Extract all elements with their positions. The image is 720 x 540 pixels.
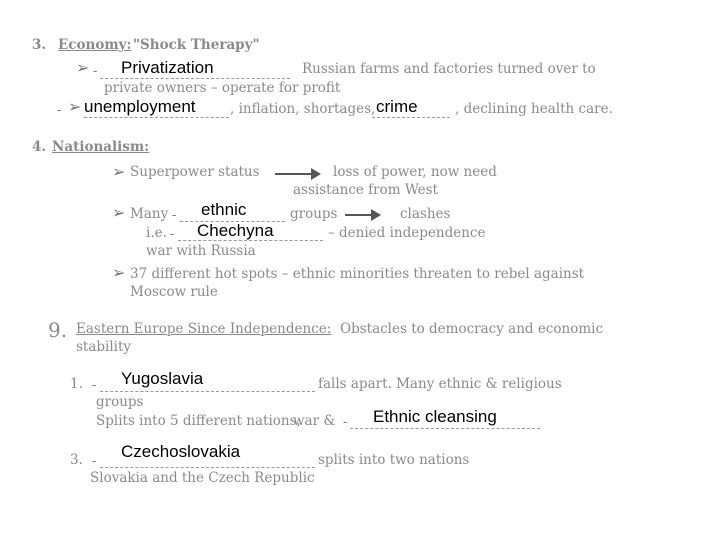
- nat-bullet-3-line-2: Moscow rule: [130, 284, 218, 300]
- ee-yugoslavia-war: war &: [293, 413, 336, 429]
- blank-line: [372, 117, 450, 118]
- arrow-bullet-icon: ➢: [76, 58, 90, 77]
- fill-ethnic: ethnic: [201, 200, 247, 219]
- ee-yugoslavia-groups: groups: [96, 394, 144, 410]
- section-3-subheading: "Shock Therapy": [133, 37, 260, 53]
- nat-bullet-2-groups: groups: [290, 206, 338, 222]
- dash-mark: -: [93, 63, 98, 78]
- fill-privatization: Privatization: [121, 58, 214, 77]
- nat-bullet-1-left: Superpower status: [130, 164, 260, 180]
- ee-yugoslavia-right: falls apart. Many ethnic & religious: [318, 376, 562, 392]
- arrow-bullet-icon: ➢: [112, 203, 126, 222]
- dash-mark: -: [57, 102, 62, 117]
- section-4-number: 4.: [32, 139, 47, 155]
- fill-crime: crime: [376, 97, 418, 116]
- nat-bullet-2-war: war with Russia: [146, 243, 256, 259]
- blank-line: [84, 117, 229, 118]
- blank-line: [100, 467, 315, 468]
- section-9-heading: Eastern Europe Since Independence:: [76, 321, 332, 337]
- econ-line-2: private owners – operate for profit: [104, 80, 341, 96]
- arrow-bullet-icon: ➢: [112, 263, 126, 282]
- nat-bullet-2-right: clashes: [400, 206, 451, 222]
- fill-yugoslavia: Yugoslavia: [121, 369, 204, 388]
- ee-item-1-number: 1.: [70, 376, 83, 392]
- ee-item-3-number: 3.: [70, 452, 83, 468]
- section-4-heading: Nationalism:: [52, 139, 150, 155]
- right-arrow-icon: [345, 214, 373, 216]
- econ-line-3b: , declining health care.: [455, 101, 613, 117]
- arrow-bullet-icon: ➢: [68, 97, 82, 116]
- dash-mark: -: [92, 453, 97, 468]
- dash-mark: -: [92, 377, 97, 392]
- dash-mark: -: [172, 207, 177, 222]
- blank-line: [350, 428, 540, 429]
- ee-czech-line-2: Slovakia and the Czech Republic: [90, 470, 315, 486]
- ee-yugoslavia-splits: Splits into 5 different nations;: [96, 413, 302, 429]
- fill-czechoslovakia: Czechoslovakia: [121, 442, 241, 461]
- nat-bullet-1-cont: assistance from West: [293, 182, 438, 198]
- arrow-bullet-icon: ➢: [112, 162, 126, 181]
- section-3-heading: Economy:: [58, 37, 132, 53]
- section-3-number: 3.: [32, 37, 47, 53]
- blank-line: [100, 391, 315, 392]
- nat-bullet-1-right: loss of power, now need: [333, 164, 497, 180]
- blank-line: [178, 240, 323, 241]
- nat-bullet-2-prefix: Many: [130, 206, 169, 222]
- fill-ethnic-cleansing: Ethnic cleansing: [373, 407, 497, 426]
- nat-ie-label: i.e.: [146, 225, 167, 241]
- nat-bullet-3-line-1: 37 different hot spots – ethnic minorities threaten to rebel against: [130, 266, 585, 282]
- blank-line: [100, 78, 290, 79]
- dash-mark: -: [343, 414, 348, 429]
- dash-mark: -: [170, 226, 175, 241]
- econ-line-1: Russian farms and factories turned over to: [302, 61, 596, 77]
- nat-bullet-2-denied: – denied independence: [328, 225, 486, 241]
- econ-line-3a: , inflation, shortages,: [230, 101, 376, 117]
- ee-czech-right: splits into two nations: [318, 452, 470, 468]
- section-9-line-2: stability: [76, 339, 132, 355]
- fill-chechyna: Chechyna: [197, 221, 274, 240]
- section-9-line-1: Obstacles to democracy and economic: [340, 321, 603, 337]
- section-9-number: 9.: [48, 318, 68, 342]
- fill-unemployment: unemployment: [84, 97, 196, 116]
- right-arrow-icon: [275, 173, 313, 175]
